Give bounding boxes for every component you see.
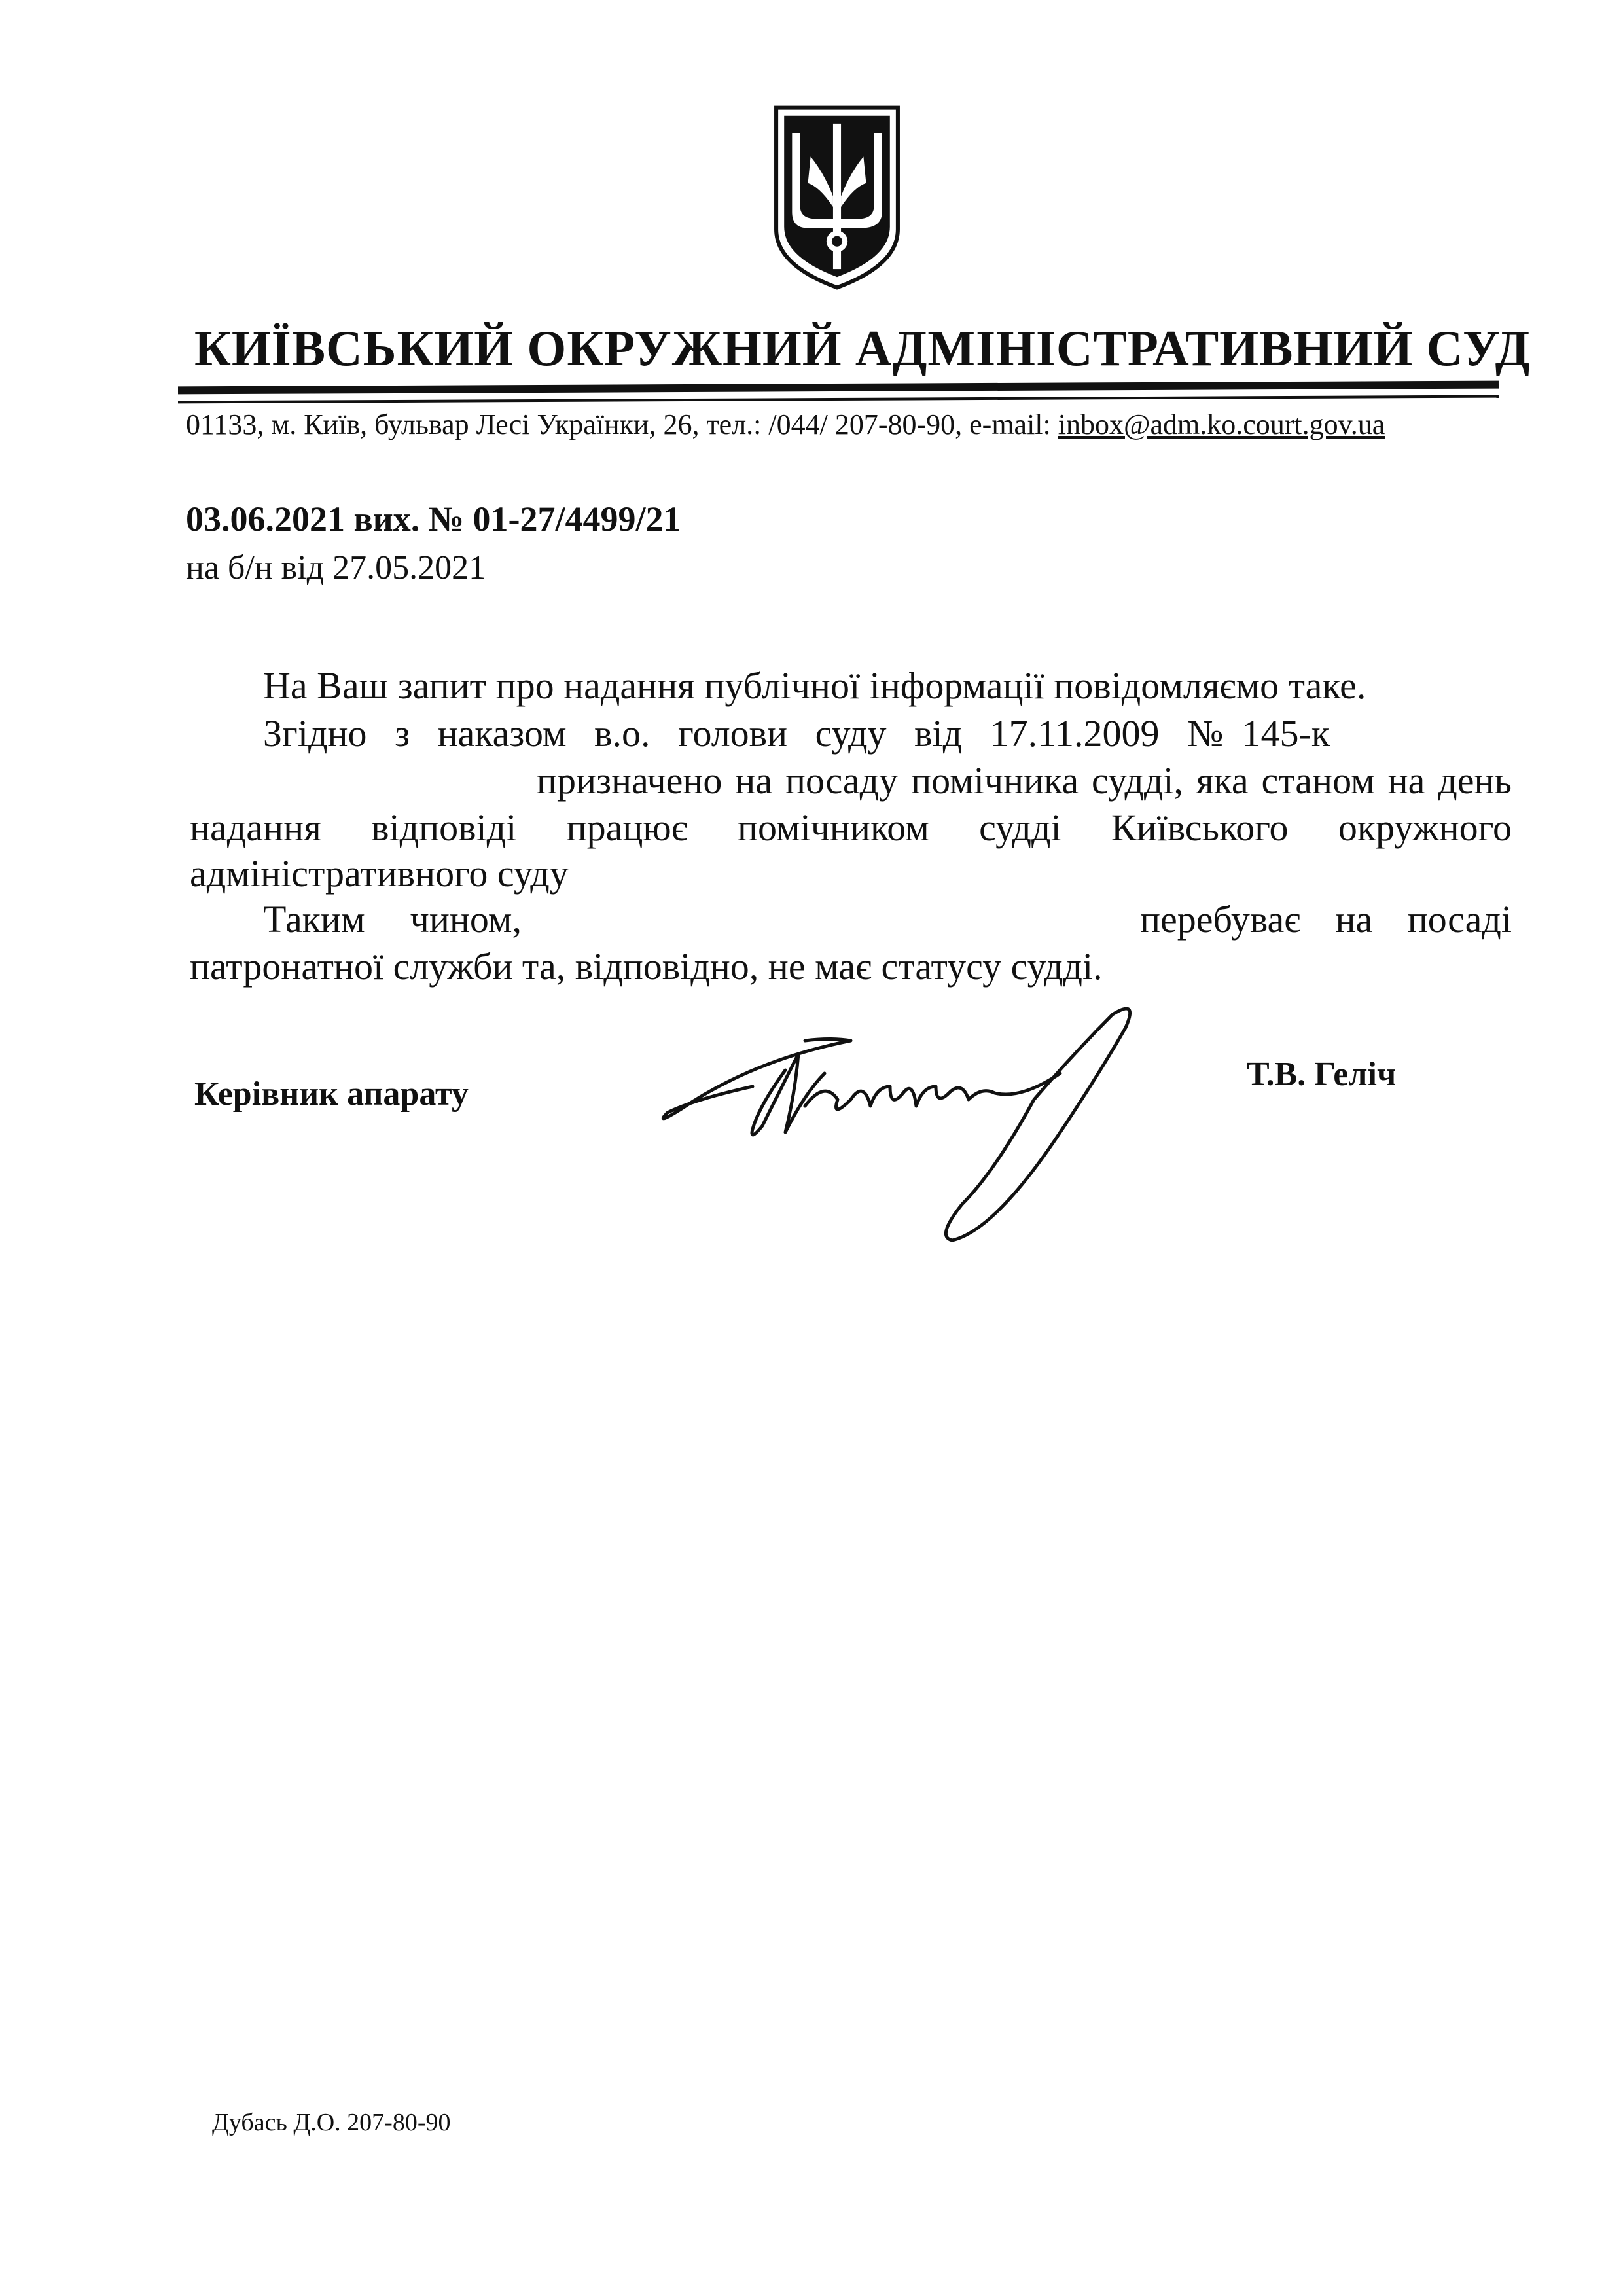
- coat-of-arms-icon: [771, 103, 903, 292]
- header-rule-thick: [178, 381, 1499, 395]
- signatory-position: Керівник апарату: [194, 1075, 469, 1113]
- body-line: На Ваш запит про надання публічної інформації повідомляємо таке.: [263, 664, 1366, 707]
- executor-contact: Дубась Д.О. 207-80-90: [212, 2109, 451, 2136]
- body-line: перебуває на посаді: [1140, 898, 1512, 941]
- header-rule-thin: [178, 395, 1499, 404]
- in-reply-to: на б/н від 27.05.2021: [186, 549, 486, 586]
- body-line: патронатної служби та, відповідно, не має статусу судді.: [190, 945, 1103, 988]
- body-line: Згідно з наказом в.о. голови суду від 17.11.2009 №145-к: [263, 712, 1330, 755]
- outgoing-number: 03.06.2021 вих. № 01-27/4499/21: [186, 499, 681, 539]
- signatory-name: Т.В. Геліч: [1247, 1056, 1397, 1093]
- body-line: адміністративного суду: [190, 852, 569, 895]
- court-address: [186, 408, 1385, 442]
- email-link[interactable]: inbox@adm.ko.court.gov.ua: [1058, 408, 1385, 440]
- court-name-heading: КИЇВСЬКИЙ ОКРУЖНИЙ АДМІНІСТРАТИВНИЙ СУД: [194, 320, 1531, 376]
- body-line: призначено на посаду помічника судді, яка станом на день: [537, 759, 1512, 802]
- body-line: Таким чином,: [263, 898, 522, 941]
- body-line: надання відповіді працює помічником судді Київського окружного: [190, 806, 1512, 849]
- address-text: 01133, м. Київ, бульвар Лесі Українки, 26, тел.: /044/ 207-80-90, e-mail:: [186, 408, 1058, 440]
- handwritten-signature: [654, 1001, 1152, 1244]
